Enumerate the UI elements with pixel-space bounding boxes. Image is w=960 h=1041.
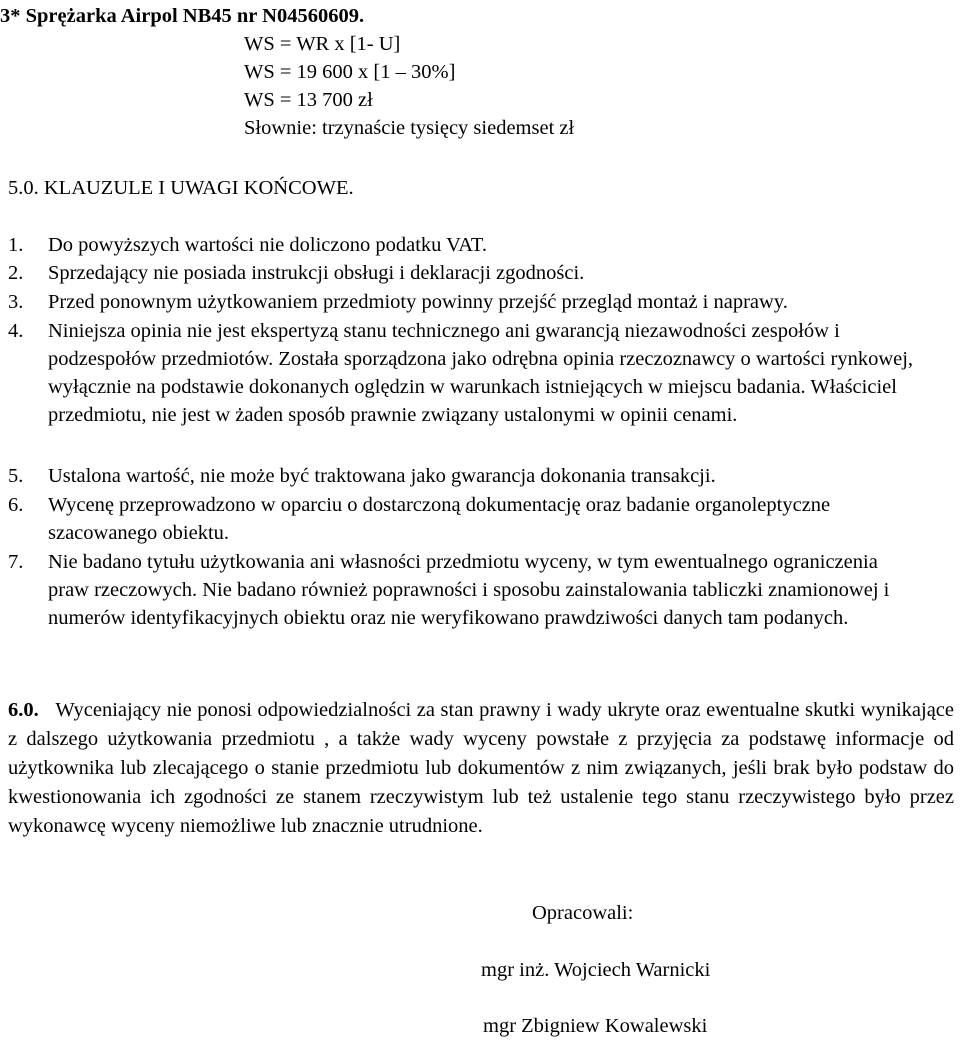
list-item-text: Przed ponownym użytkowaniem przedmioty powinny przejść przegląd montaż i naprawy. [48,291,788,313]
list-item-text: Sprzedający nie posiada instrukcji obsługi i deklaracji zgodności. [48,262,585,284]
list-item-number: 1. [8,234,24,256]
list-item-number: 6. [8,494,24,516]
item-heading: 3* Sprężarka Airpol NB45 nr N04560609. [0,5,365,27]
formula-line: WS = 13 700 zł [244,89,373,111]
list-item-text: Ustalona wartość, nie może być traktowana jako gwarancja dokonania transakcji. [48,465,716,487]
formula-line: Słownie: trzynaście tysięcy siedemset zł [244,117,575,139]
author-name: mgr Zbigniew Kowalewski [483,1015,708,1037]
prepared-by-label: Opracowali: [532,902,634,924]
list-item-text: Do powyższych wartości nie doliczono podatku VAT. [48,234,487,256]
list-item-number: 5. [8,465,24,487]
formula-line: WS = WR x [1- U] [244,33,401,55]
list-item-number: 4. [8,320,24,342]
list-item-text: Wycenę przeprowadzono w oparciu o dostarczoną dokumentację oraz badanie organoleptyczne szacowanego obiektu. [48,494,831,544]
list-item-text: Nie badano tytułu użytkowania ani własności przedmiotu wyceny, w tym ewentualnego ograniczenia praw rzeczowych. Nie badano również poprawności i sposobu zainstalowania tabliczki znamionowej i numerów identyfikacyjnych obiektu oraz nie weryfikowano prawdziwości danych tam podanych. [48,551,890,629]
section-title: 5.0. KLAUZULE I UWAGI KOŃCOWE. [8,177,354,199]
section-number: 6.0. [8,699,39,721]
list-item-number: 2. [8,262,24,284]
formula-line: WS = 19 600 x [1 – 30%] [244,61,456,83]
author-name: mgr inż. Wojciech Warnicki [481,959,711,981]
liability-paragraph [8,696,954,841]
list-item-text: Niniejsza opinia nie jest ekspertyzą stanu technicznego ani gwarancją niezawodności zespołów i podzespołów przedmiotów. Została sporządzona jako odrębna opinia rzeczoznawcy o wartości rynkowej, wyłącznie na podstawie dokonanych oględzin w warunkach istniejących w miejscu badania. Właściciel przedmiotu, nie jest w żaden sposób prawnie związany ustalonymi w opinii cenami. [48,320,914,426]
list-item-number: 3. [8,291,24,313]
liability-text: Wyceniający nie ponosi odpowiedzialności za stan prawny i wady ukryte oraz ewentualne skutki wynikające z dalszego użytkowania przedmiotu , a także wady wyceny powstałe z przyjęcia za podstawę informacje od użytkownika lub zlecającego o stanie przedmiotu lub dokumentów z nim związanych, jeśli brak było podstaw do kwestionowania ich zgodności ze stanem rzeczywistym lub też ustalenie tego stanu rzeczywistego było przez wykonawcę wyceny niemożliwe lub znacznie utrudnione. [8,699,954,837]
list-item-number: 7. [8,551,24,573]
